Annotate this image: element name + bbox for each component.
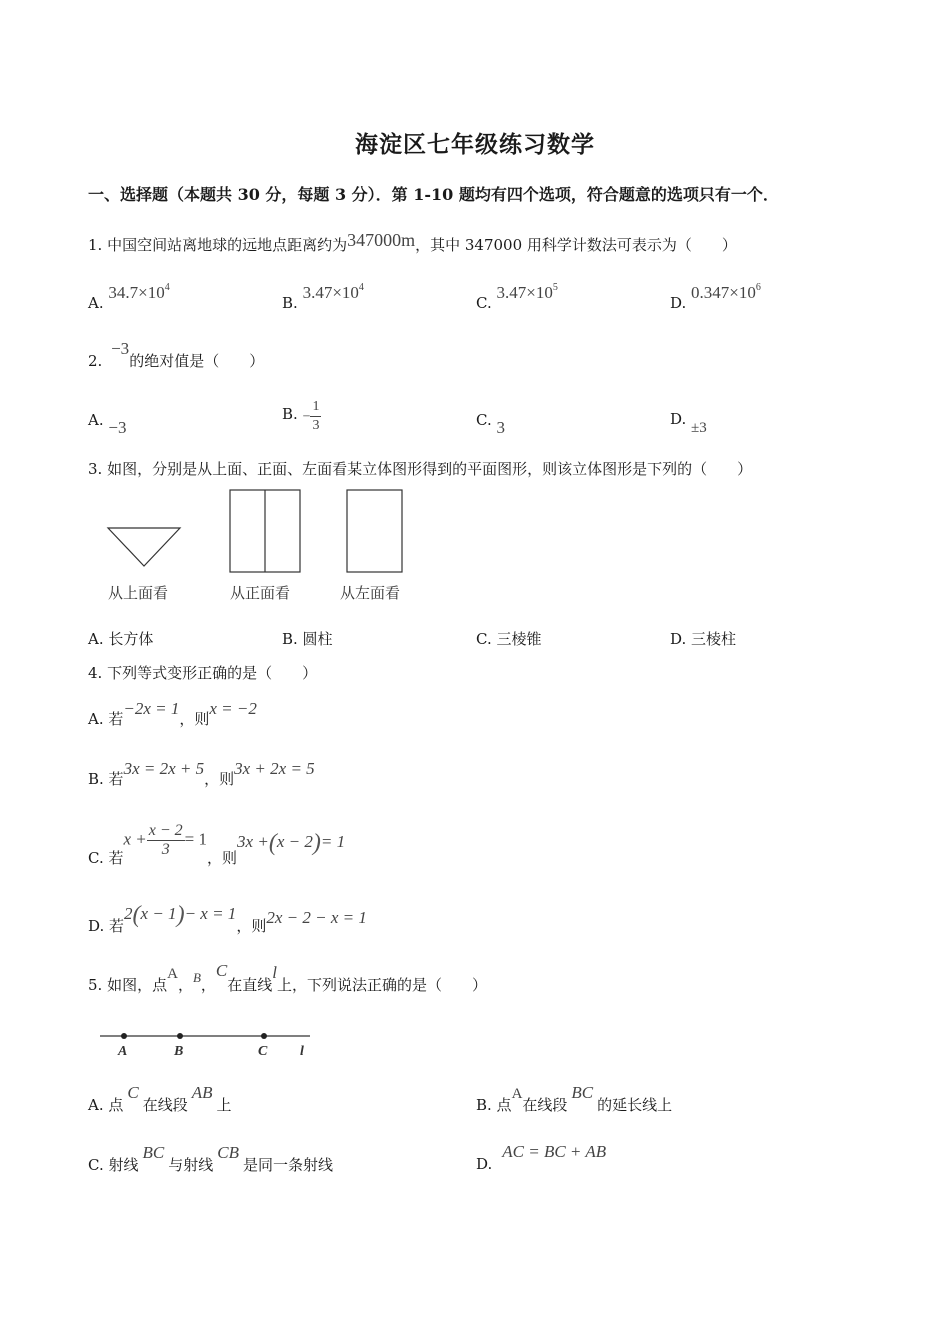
option-label: B. 若 (88, 770, 124, 788)
q1-stem-post: ，其中 347000 用科学计数法可表示为（ ） (415, 236, 737, 254)
q5-stem-mid: 在直线 (227, 976, 273, 994)
q5-c-bc: BC (142, 1143, 165, 1162)
q4-option-a[interactable] (88, 699, 257, 729)
q3-option-b[interactable]: B. 圆柱 (282, 630, 333, 648)
q2-b-fraction: $\frac{1}{3}$ (312, 399, 320, 433)
question-1 (88, 230, 737, 255)
q5-c-cb: CB (217, 1143, 239, 1162)
label-b: B (174, 1044, 184, 1059)
option-label: C. (476, 411, 492, 429)
q1-b-value: $3.47\times 10^4$ (302, 282, 364, 302)
option-label: C. 若 (88, 848, 124, 867)
q4-d-eq2: 2x − 2 − x = 1 (266, 908, 367, 927)
q1-stem-pre: 1. 中国空间站离地球的远地点距离约为 (88, 236, 348, 254)
question-5: 5. 如图，点A，B，C在直线l上，下列说法正确的是（ ） (88, 961, 488, 994)
option-label: B. (282, 404, 298, 423)
q5-point-a: A (167, 966, 178, 982)
option-label: D. 若 (88, 917, 125, 935)
option-label: B. 点 (476, 1096, 512, 1114)
q1-option-b[interactable] (282, 282, 364, 312)
q2-expr: −3 (111, 339, 130, 358)
q3-option-a[interactable]: A. 长方体 (88, 630, 154, 648)
q1-a-value: $34.7\times 10^4$ (108, 282, 170, 302)
q2-number: 2. (88, 352, 103, 370)
q5-option-c[interactable]: C. 射线BC与射线CB是同一条射线 (88, 1143, 333, 1174)
q1-c-value: $3.47\times 10^5$ (496, 282, 558, 302)
q4-a-eq2: x = −2 (209, 699, 257, 718)
question-4: 4. 下列等式变形正确的是（ ） (88, 664, 318, 682)
caption-left-view: 从左面看 (340, 584, 401, 602)
q4-option-b[interactable] (88, 759, 315, 789)
q5-option-a[interactable]: A. 点C在线段AB上 (88, 1083, 232, 1114)
q3-option-c[interactable]: C. 三棱锥 (476, 630, 542, 648)
q4-c-eq: = 1 (184, 829, 208, 849)
label-l: l (300, 1044, 304, 1059)
q5-b-a: A (511, 1086, 523, 1102)
option-label: D. (476, 1155, 493, 1173)
q4-a-then: ，则 (179, 710, 210, 728)
q5-d-eq: AC = BC + AB (502, 1142, 607, 1161)
q4-option-c[interactable] (88, 822, 346, 867)
q4-option-d[interactable] (88, 902, 367, 941)
q5-point-c: C (215, 961, 228, 980)
left-view-rectangle (347, 490, 402, 572)
q4-d-eq1: 2(x − 1)− x = 1 (124, 902, 237, 928)
q3-three-views-figure (100, 484, 420, 584)
q2-option-c[interactable] (476, 410, 505, 437)
option-label: D. (670, 410, 687, 428)
q1-d-value: $0.347\times 10^6$ (691, 282, 761, 302)
q4-c-fraction: $\frac{x - 2}{3}$ (148, 822, 183, 858)
q1-option-d[interactable] (670, 282, 761, 312)
option-label: D. (670, 294, 687, 312)
option-label: B. (282, 294, 298, 312)
q5-point-b: B (192, 970, 201, 985)
q5-a-c: C (127, 1083, 139, 1102)
point-c-dot (261, 1033, 267, 1039)
option-label: A. (88, 294, 104, 312)
q1-option-a[interactable] (88, 282, 170, 312)
q2-b-sign: − (302, 409, 311, 425)
q5-option-d[interactable] (476, 1142, 607, 1174)
q4-a-eq1: −2x = 1 (123, 699, 180, 718)
label-a: A (118, 1044, 128, 1059)
q2-option-d[interactable] (670, 410, 707, 436)
question-3: 3. 如图，分别是从上面、正面、左面看某立体图形得到的平面图形，则该立体图形是下列的（ ） (88, 460, 753, 478)
q1-distance: 347000m (347, 230, 416, 250)
caption-front-view: 从正面看 (230, 584, 291, 602)
q2-c-value: 3 (496, 418, 505, 437)
q5-option-b[interactable]: B. 点A在线段BC的延长线上 (476, 1083, 673, 1114)
q5-stem-post: 上，下列说法正确的是（ ） (277, 976, 488, 994)
q2-stem: 的绝对值是（ ） (129, 352, 265, 370)
label-c: C (258, 1044, 268, 1059)
q4-c-eq2: 3x +(x − 2)= 1 (237, 829, 346, 856)
q3-option-d[interactable]: D. 三棱柱 (670, 630, 737, 648)
point-b-dot (177, 1033, 183, 1039)
caption-top-view: 从上面看 (108, 584, 169, 602)
q4-c-then: ，则 (207, 848, 238, 867)
q5-line-l: l (272, 963, 278, 982)
q5-number-line-figure (96, 1024, 326, 1060)
q4-b-eq1: 3x = 2x + 5 (123, 759, 205, 778)
q4-b-then: ，则 (204, 770, 235, 788)
q4-c-x: x + (123, 829, 147, 849)
q2-option-a[interactable] (88, 410, 127, 437)
option-label: A. 若 (88, 710, 124, 728)
option-label: A. 点 (88, 1096, 124, 1114)
q2-option-b[interactable] (282, 398, 321, 435)
q4-d-then: ，则 (236, 917, 267, 935)
point-a-dot (121, 1033, 127, 1039)
q2-a-value: −3 (108, 418, 127, 437)
page-title: 海淀区七年级练习数学 (355, 131, 595, 158)
q5-stem-pre: 5. 如图，点 (88, 976, 168, 994)
section-heading: 一、选择题（本题共 30 分，每题 3 分）．第 1-10 题均有四个选项，符合题意的选项只有一个． (88, 185, 779, 204)
q4-b-eq2: 3x + 2x = 5 (234, 759, 315, 778)
option-label: C. 射线 (88, 1156, 139, 1174)
q5-b-bc: BC (571, 1083, 594, 1102)
question-2 (88, 339, 265, 371)
q5-a-ab: AB (191, 1083, 213, 1102)
top-view-triangle (108, 528, 180, 566)
option-label: A. (88, 411, 104, 429)
q1-option-c[interactable] (476, 282, 558, 312)
option-label: C. (476, 294, 492, 312)
q2-d-value: ±3 (691, 420, 707, 436)
